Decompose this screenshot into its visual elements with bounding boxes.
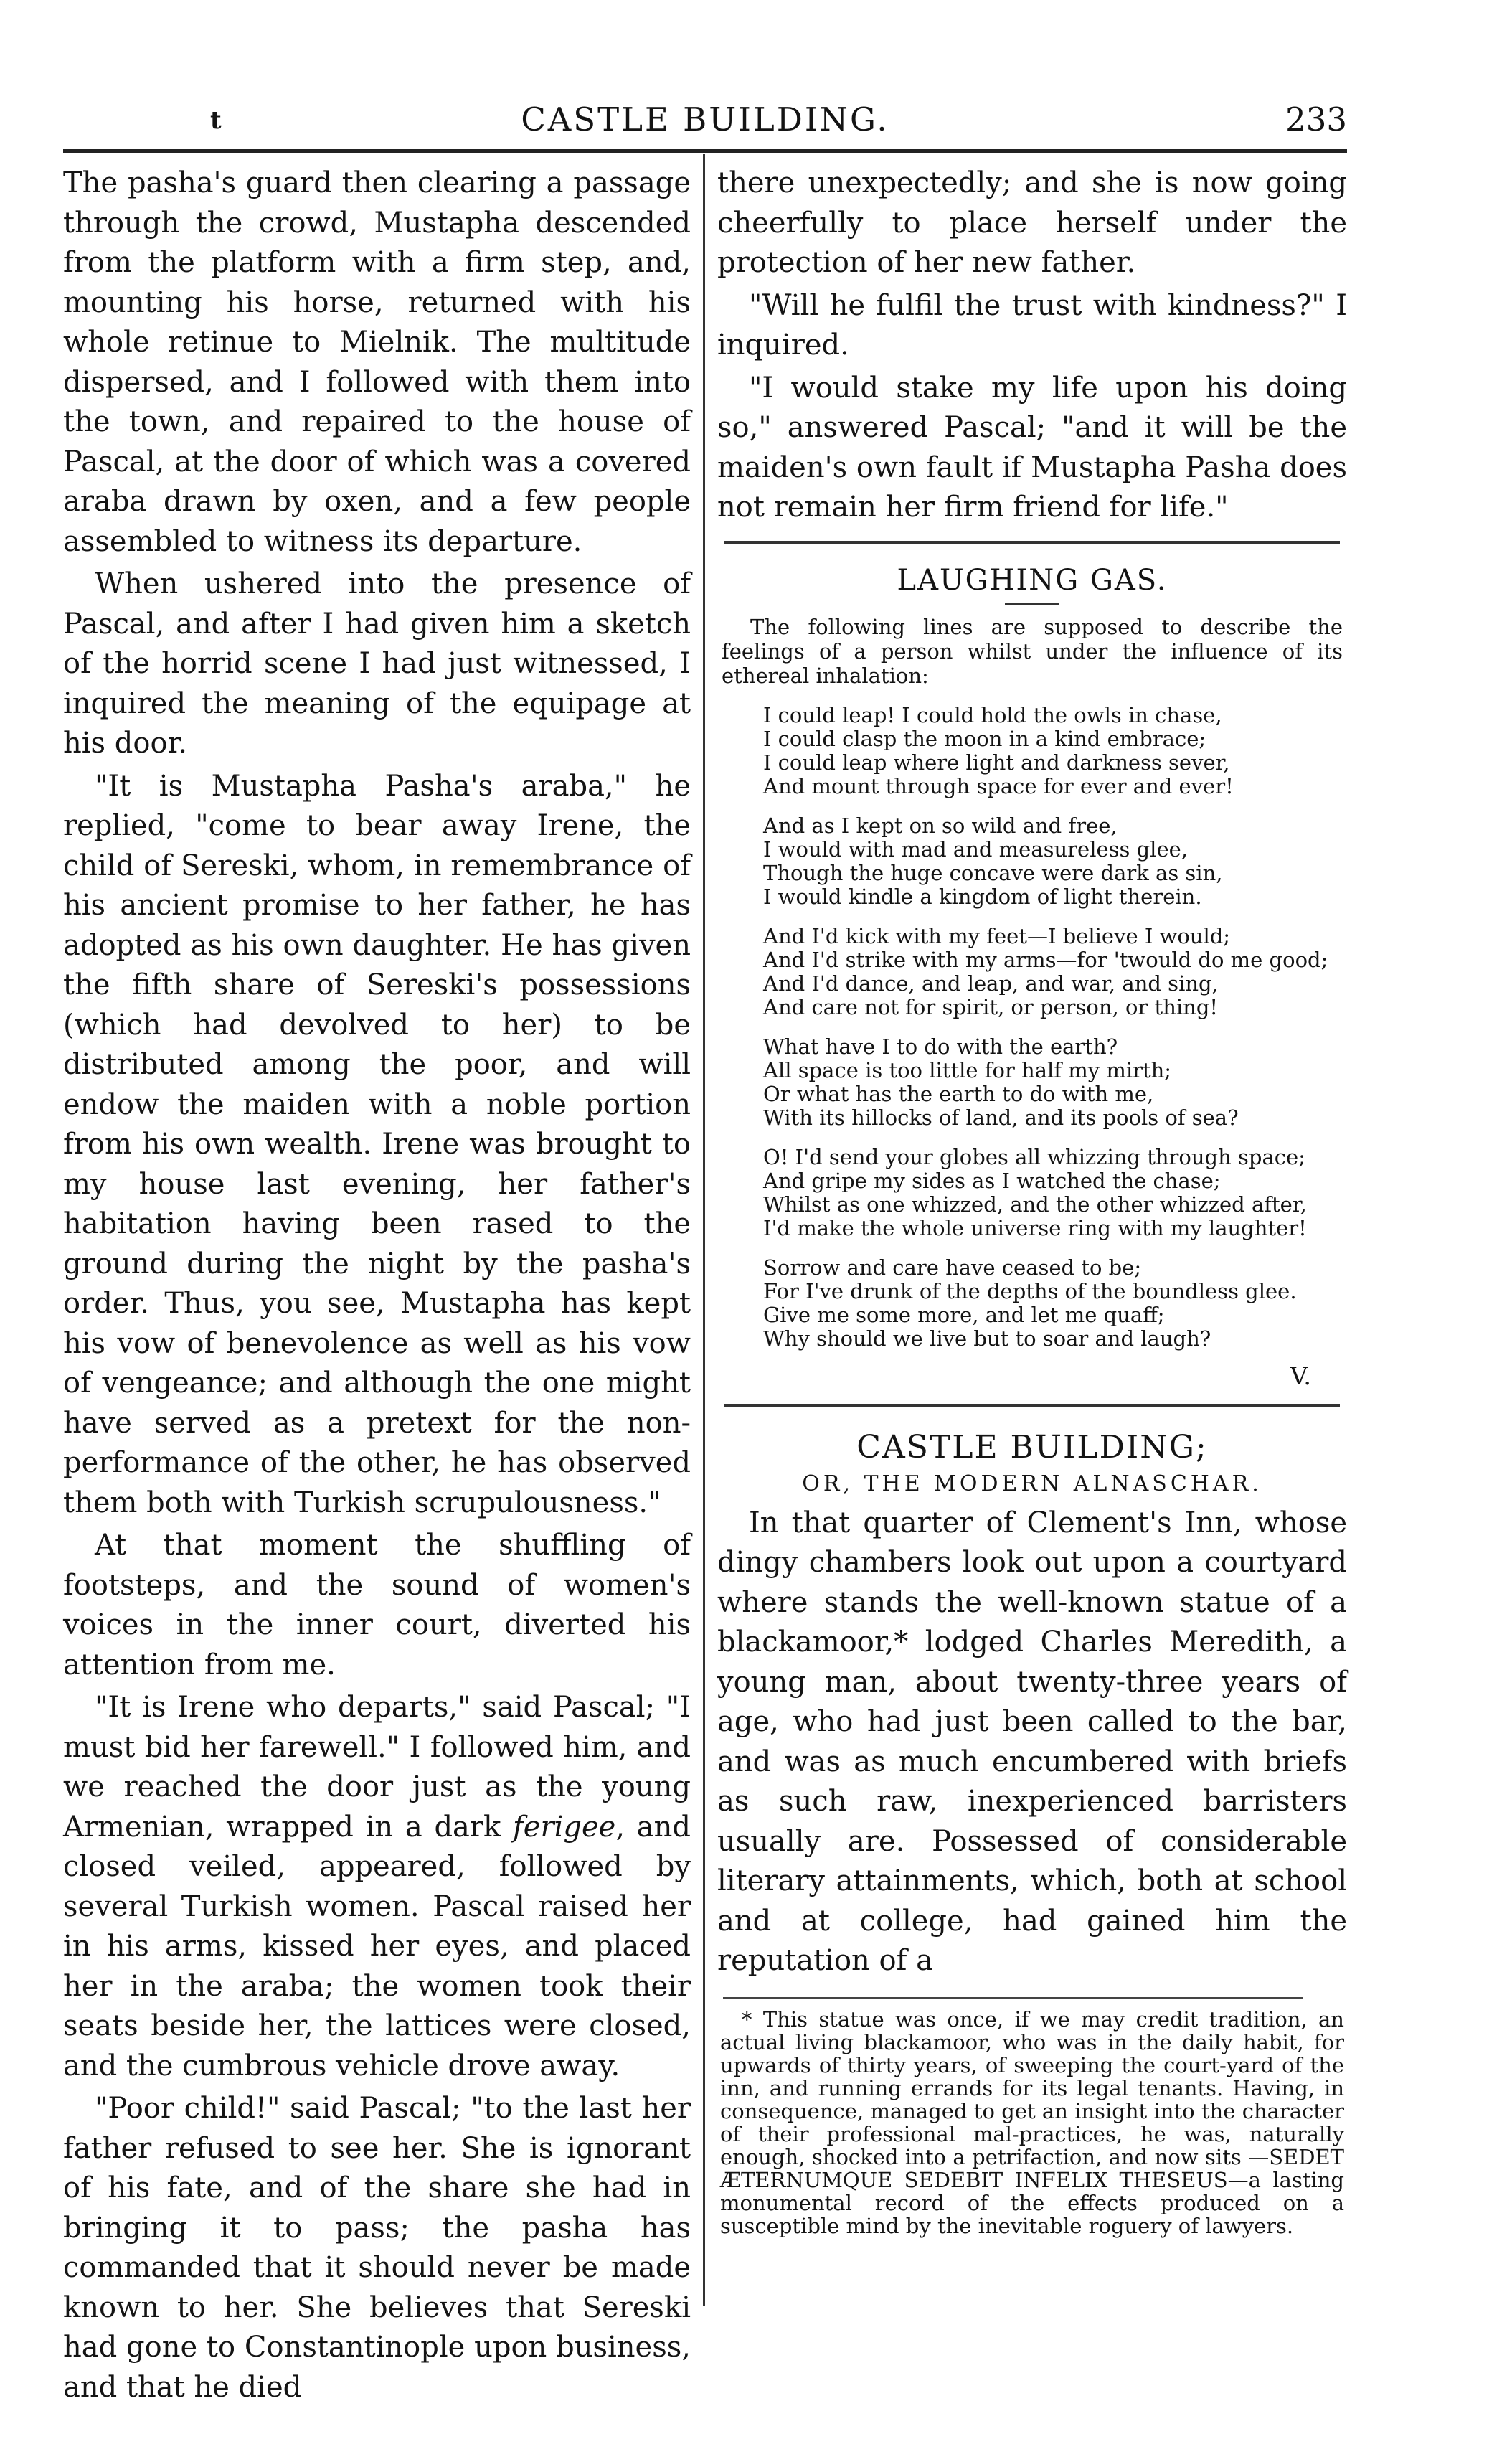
poem-line: And as I kept on so wild and free,: [763, 813, 1118, 838]
poem-line: All space is too little for half my mirth;: [763, 1057, 1172, 1082]
column-divider: [703, 154, 705, 2306]
page-number: 233: [1285, 100, 1347, 138]
paragraph: "I would stake my life upon his doing so," answered Pascal; "and it will be the maiden's own fault if Mustapha Pasha does not remain her firm friend for life.": [717, 371, 1347, 524]
poem-line: And gripe my sides as I watched the chase;: [763, 1168, 1221, 1193]
poem-title: LAUGHING GAS.: [897, 563, 1168, 597]
poem-stanza: [763, 814, 1347, 909]
poem-line: For I've drunk of the depths of the boundless glee.: [763, 1278, 1297, 1303]
paragraph: "It is Mustapha Pasha's araba," he replied, "come to bear away Irene, the child of Sereski, whom, in remembrance of his ancient promise to her father, he has adopted as his own daughter. He has given the fifth share of Sereski's possessions (which had devolved to her) to be distributed among the poor, and will endow the maiden with a noble portion from his own wealth. Irene was brought to my house last evening, her father's habitation having been rased to the ground during the night by the pasha's order. Thus, you see, Mustapha has kept his vow of benevolence as well as his vow of vengeance; and although the one might have served as a pretext for the non-performance of the other, he has observed them both with Turkish scrupulousness.": [63, 769, 691, 1519]
paragraph: "Will he fulfil the trust with kindness?" I inquired.: [717, 288, 1347, 362]
page-header: [63, 86, 1347, 151]
poem-stanzas: [717, 704, 1347, 1351]
poem-line: And I'd dance, and leap, and war, and sing,: [763, 971, 1219, 996]
footnote-rule: [723, 1997, 1303, 1999]
poem-line: I could leap where light and darkness sever,: [763, 750, 1230, 775]
poem-line: I would with mad and measureless glee,: [763, 836, 1188, 862]
right-column: [717, 164, 1347, 2237]
footnote: * This statue was once, if we may credit tradition, an actual living blackamoor, who was in the daily habit, for upwards of thirty years, of sweeping the court-yard of the inn, and running errands for its legal tenants. Having, in consequence, managed to get an insight into the character of their professional mal-practices, he was, naturally enough, shocked into a petrifaction, and now sits —SEDET ÆTERNUMQUE SEDEBIT INFELIX THESEUS—a lasting monumental record of the effects produced on a susceptible mind by the inevitable roguery of lawyers.: [720, 2006, 1344, 2238]
poem-line: Whilst as one whizzed, and the other whizzed after,: [763, 1192, 1307, 1217]
section-rule: [724, 541, 1340, 544]
running-title: CASTLE BUILDING.: [521, 100, 889, 138]
poem-signature: V.: [1290, 1362, 1311, 1391]
header-rule: [63, 149, 1347, 153]
left-column: [63, 164, 691, 2407]
poem-line: I could leap! I could hold the owls in chase,: [763, 702, 1222, 727]
poem-line: Sorrow and care have ceased to be;: [763, 1255, 1142, 1280]
poem-stanza: [763, 925, 1347, 1019]
poem-line: I could clasp the moon in a kind embrace;: [763, 726, 1206, 751]
poem-stanza: [763, 1146, 1347, 1240]
poem-line: Though the huge concave were dark as sin,: [763, 860, 1223, 885]
paragraph: there unexpectedly; and she is now going cheerfully to place herself under the protection of her new father.: [717, 166, 1347, 279]
poem-line: O! I'd send your globes all whizzing through space;: [763, 1144, 1305, 1169]
poem-line: And I'd strike with my arms—for 'twould do me good;: [763, 947, 1328, 972]
poem-line: I'd make the whole universe ring with my laughter!: [763, 1215, 1307, 1240]
italic-word: ferigee: [513, 1810, 616, 1844]
poem-line: With its hillocks of land, and its pools of sea?: [763, 1105, 1239, 1130]
poem-line: What have I to do with the earth?: [763, 1034, 1118, 1059]
paragraph: The pasha's guard then clearing a passage through the crowd, Mustapha descended from the platform with a firm step, and, mounting his horse, returned with his whole retinue to Mielnik. The multitude dispersed, and I followed with them into the town, and repaired to the house of Pascal, at the door of which was a covered araba drawn by oxen, and a few people assembled to witness its departure.: [63, 166, 691, 558]
poem-line: And I'd kick with my feet—I believe I would;: [763, 923, 1231, 948]
poem-stanza: [763, 1035, 1347, 1130]
poem-line: And care not for spirit, or person, or thing!: [763, 994, 1219, 1019]
paragraph: At that moment the shuffling of footsteps, and the sound of women's voices in the inner court, diverted his attention from me.: [63, 1529, 691, 1681]
paragraph-text: , and closed veiled, appeared, followed by several Turkish women. Pascal raised her in his arms, kissed her eyes, and placed her in the araba; the women took their seats beside her, the lattices were closed, and the cumbrous vehicle drove away.: [63, 1810, 691, 2082]
article-subtitle: OR, THE MODERN ALNASCHAR.: [802, 1471, 1262, 1496]
poem-stanza: [763, 704, 1347, 798]
poem-stanza: [763, 1256, 1347, 1351]
paragraph-text: "It is Irene who departs," said Pascal; "I must bid her farewell." I followed him, and we reached the door just as the young Armenian, wrapped in a dark: [63, 1691, 691, 1844]
poem-line: Give me some more, and let me quaff;: [763, 1302, 1165, 1327]
poem-line: Why should we live but to soar and laugh?: [763, 1326, 1211, 1351]
paragraph: [63, 1688, 691, 2086]
poem-line: And mount through space for ever and ever!: [763, 773, 1234, 798]
paragraph: When ushered into the presence of Pascal, and after I had given him a sketch of the horrid scene I had just witnessed, I inquired the meaning of the equipage at his door.: [63, 567, 691, 760]
article-title: CASTLE BUILDING;: [856, 1428, 1208, 1466]
poem-line: Or what has the earth to do with me,: [763, 1081, 1154, 1106]
poem-intro: The following lines are supposed to describe the feelings of a person whilst under the influence of its ethereal inhalation:: [722, 614, 1343, 688]
section-rule: [724, 1404, 1340, 1407]
stray-mark: t: [210, 106, 222, 135]
poem-line: I would kindle a kingdom of light therein.: [763, 884, 1202, 909]
paragraph: "Poor child!" said Pascal; "to the last her father refused to see her. She is ignorant of his fate, and of the share she had in bringing it to pass; the pasha has commanded that it should never be made known to her. She believes that Sereski had gone to Constantinople upon business, and that he died: [63, 2092, 691, 2404]
title-dash: [1005, 603, 1059, 605]
paragraph: In that quarter of Clement's Inn, whose dingy chambers look out upon a courtyard where stands the well-known statue of a blackamoor,* lodged Charles Meredith, a young man, about twenty-three years of age, who had just been called to the bar, and was as much encumbered with briefs as such raw, inexperienced barristers usually are. Possessed of considerable literary attainments, which, both at school and at college, had gained him the reputation of a: [717, 1506, 1347, 1977]
